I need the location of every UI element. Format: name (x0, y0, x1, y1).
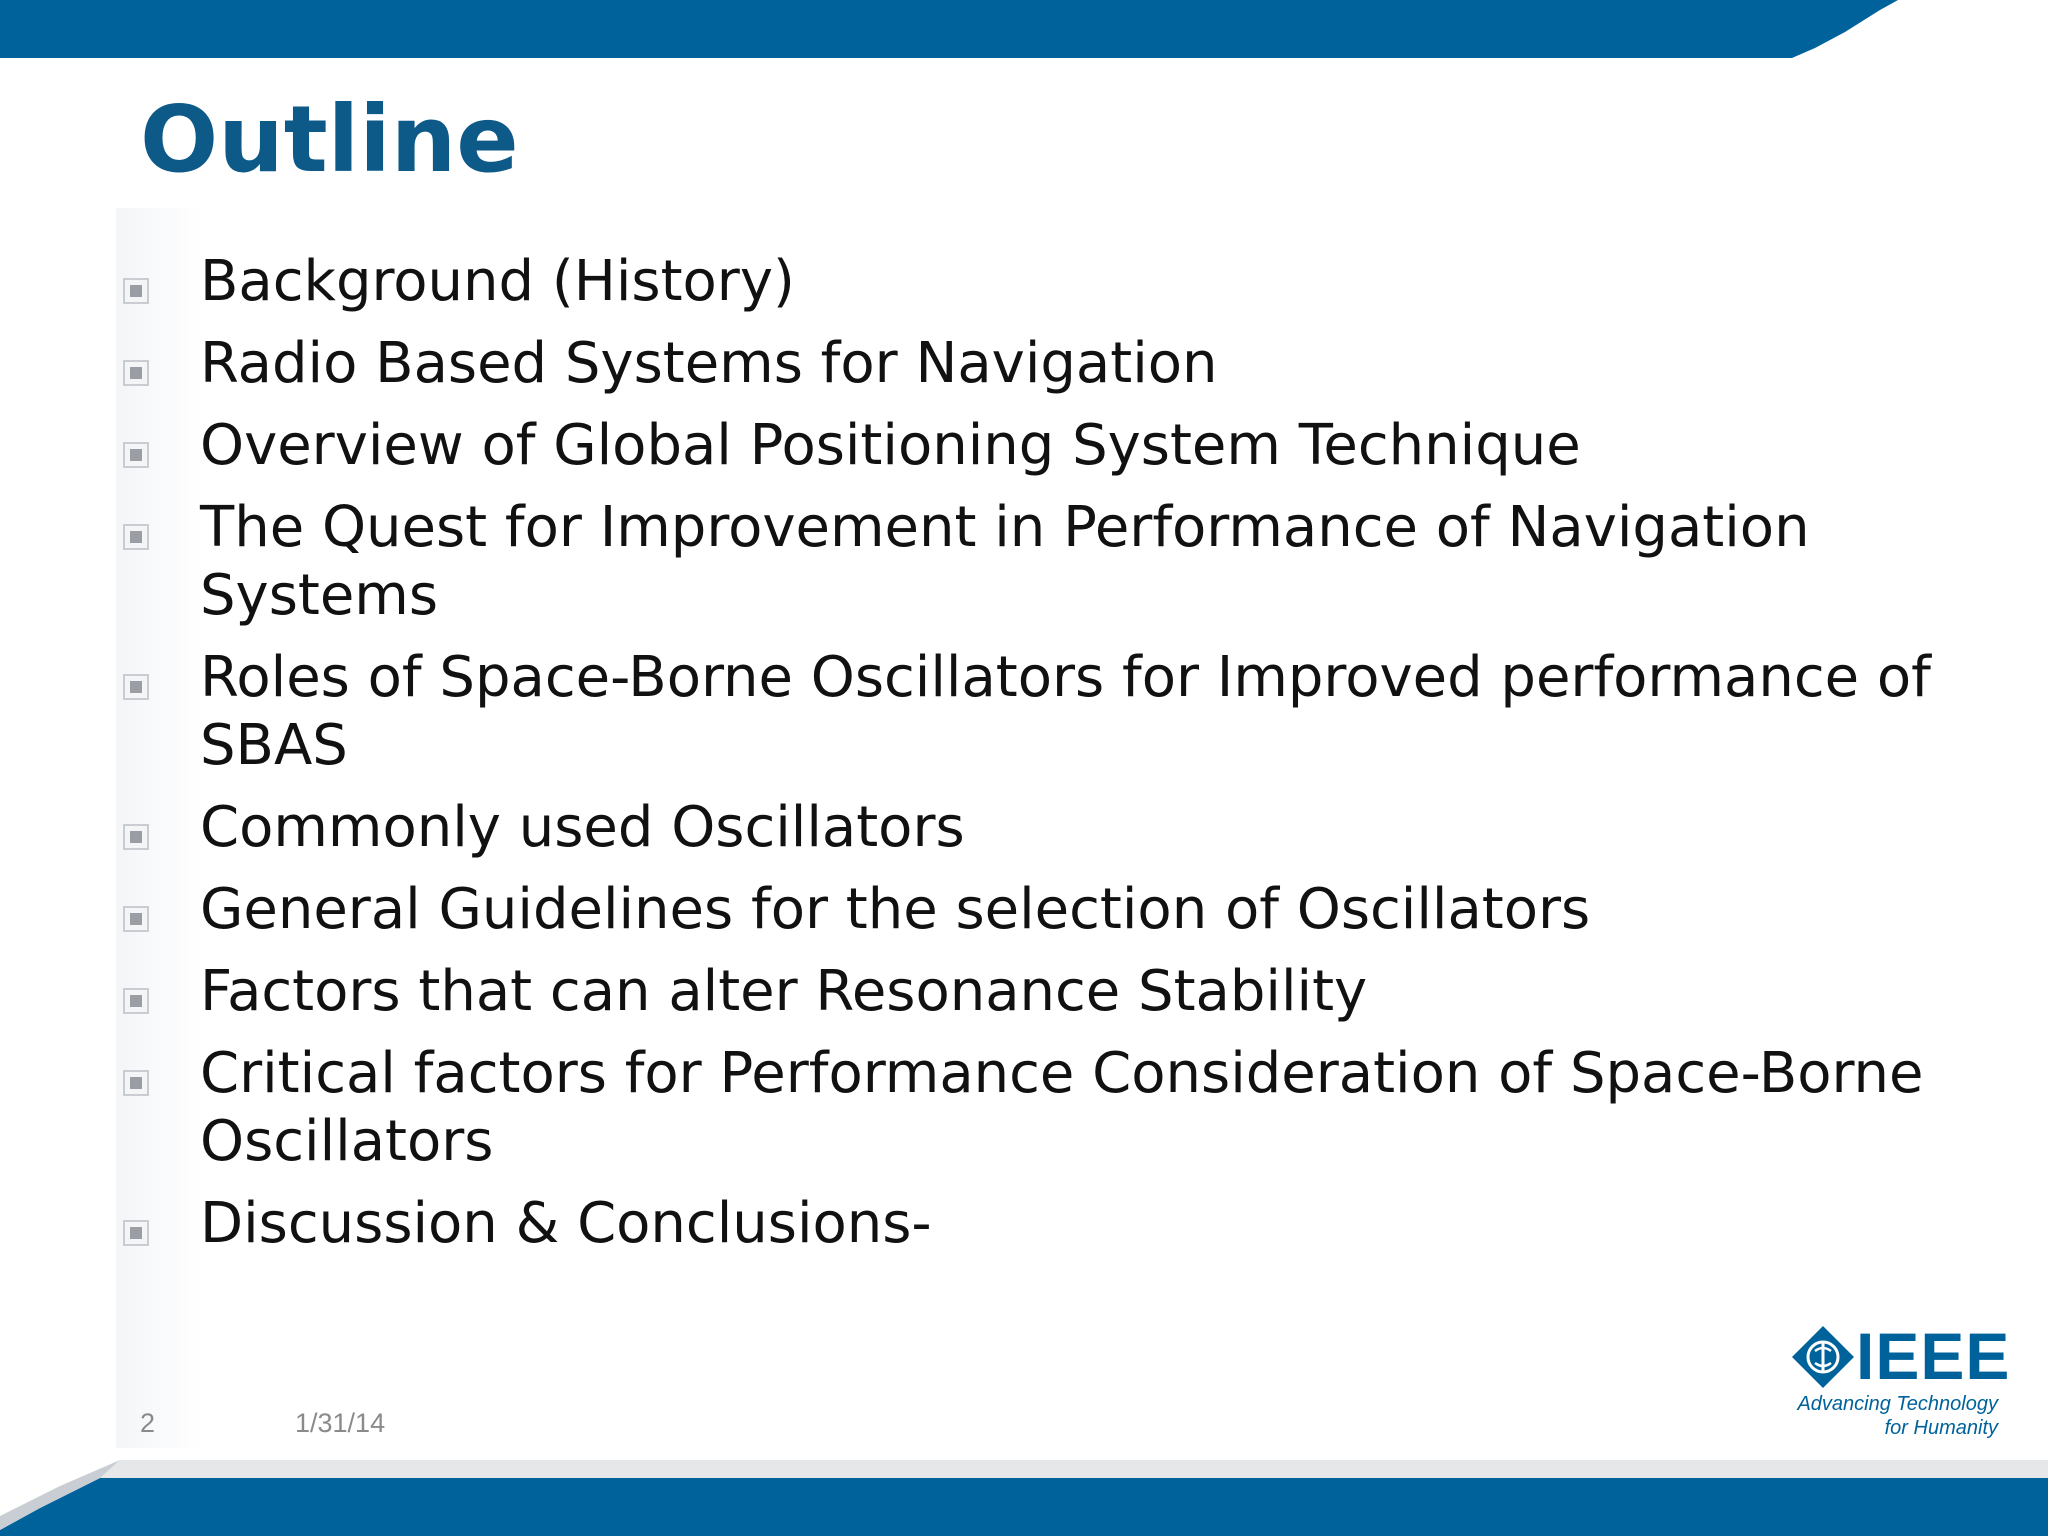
ieee-wordmark: IEEE (1856, 1319, 2011, 1393)
outline-item-conclusions (120, 1190, 1960, 1258)
ieee-tagline (1778, 1392, 1998, 1440)
square-bullet-icon (123, 824, 149, 850)
square-bullet-icon (123, 988, 149, 1014)
outline-item-label: Roles of Space-Borne Oscillators for Improved performance of SBAS (200, 645, 1931, 778)
square-bullet-icon (123, 524, 149, 550)
outline-item-label: The Quest for Improvement in Performance of Navigation Systems (200, 495, 1810, 628)
footer-band (0, 1456, 2048, 1536)
square-bullet-icon (123, 360, 149, 386)
outline-item-label: General Guidelines for the selection of Oscillators (200, 877, 1591, 942)
slide-date: 1/31/14 (295, 1408, 386, 1438)
square-bullet-icon (123, 674, 149, 700)
slide-title: Outline (140, 86, 519, 193)
outline-item-label: Factors that can alter Resonance Stability (200, 959, 1368, 1024)
square-bullet-icon (123, 1070, 149, 1096)
outline-item-gps-overview (120, 412, 1960, 480)
outline-item-label: Critical factors for Performance Consideration of Space-Borne Oscillators (200, 1041, 1924, 1174)
outline-item-guidelines (120, 876, 1960, 944)
outline-item-critical-factors (120, 1040, 1960, 1176)
outline-item-common-oscillators (120, 794, 1960, 862)
outline-item-radio-systems (120, 330, 1960, 398)
ieee-logo (1786, 1319, 2011, 1446)
outline-list (120, 248, 1960, 1272)
outline-item-label: Radio Based Systems for Navigation (200, 331, 1218, 396)
square-bullet-icon (123, 906, 149, 932)
ieee-diamond-icon (1790, 1324, 1856, 1390)
square-bullet-icon (123, 1220, 149, 1246)
outline-item-label: Commonly used Oscillators (200, 795, 965, 860)
outline-item-label: Overview of Global Positioning System Technique (200, 413, 1581, 478)
ieee-tagline-line2: for Humanity (1884, 1417, 1998, 1439)
square-bullet-icon (123, 278, 149, 304)
square-bullet-icon (123, 442, 149, 468)
outline-item-resonance-factors (120, 958, 1960, 1026)
header-band (0, 0, 2048, 60)
outline-item-roles-oscillators (120, 644, 1960, 780)
page-number: 2 (140, 1408, 156, 1438)
outline-item-label: Background (History) (200, 249, 795, 314)
outline-item-label: Discussion & Conclusions- (200, 1191, 932, 1256)
outline-item-background (120, 248, 1960, 316)
ieee-tagline-line1: Advancing Technology (1797, 1393, 1998, 1415)
outline-item-quest-improvement (120, 494, 1960, 630)
